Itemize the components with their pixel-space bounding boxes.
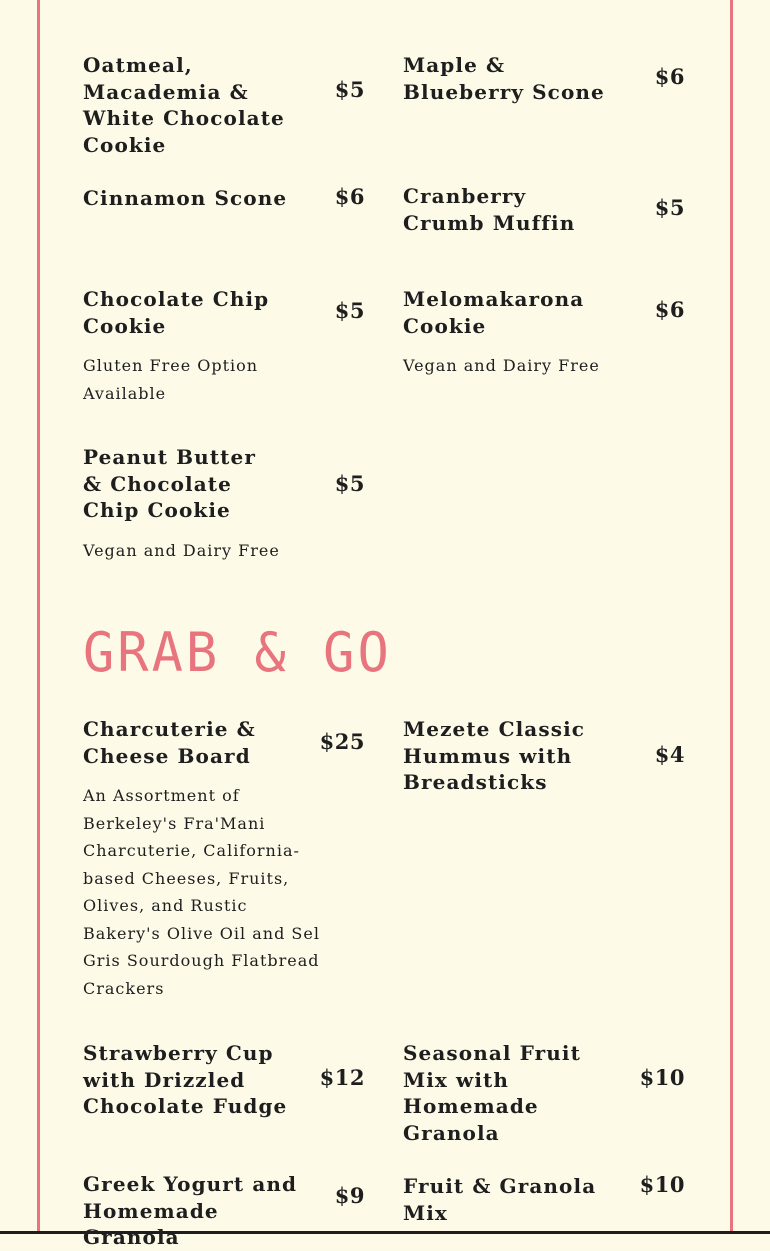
item-price: $12 [319, 1065, 365, 1090]
item-price: $5 [334, 298, 365, 323]
section-heading: GRAB & GO [83, 621, 392, 685]
menu-item [403, 716, 685, 806]
menu-item [83, 52, 365, 157]
item-description: Vegan and Dairy Free [403, 356, 600, 375]
item-name: Oatmeal, Macademia & White Chocolate Cookie [83, 53, 285, 157]
item-price: $6 [654, 64, 685, 89]
item-price: $5 [654, 195, 685, 220]
right-border-line [730, 0, 733, 1232]
menu-item [403, 183, 685, 243]
item-name: Cranberry Crumb Muffin [403, 184, 576, 235]
menu-item [403, 52, 685, 112]
item-price: $9 [334, 1183, 365, 1208]
item-name: Chocolate Chip Cookie [83, 287, 270, 338]
item-name: Fruit & Granola Mix [403, 1174, 597, 1225]
item-name: Greek Yogurt and Homemade Granola [83, 1172, 298, 1249]
item-price: $5 [334, 471, 365, 496]
item-name: Peanut Butter & Chocolate Chip Cookie [83, 445, 256, 522]
item-name: Mezete Classic Hummus with Breadsticks [403, 717, 586, 794]
item-name: Strawberry Cup with Drizzled Chocolate Fudge [83, 1041, 288, 1118]
item-price: $10 [639, 1172, 685, 1197]
item-price: $6 [334, 184, 365, 209]
menu-item [403, 1040, 685, 1145]
menu-item [83, 185, 365, 215]
menu-item [83, 716, 365, 1006]
item-description: An Assortment of Berkeley's Fra'Mani Charcuterie, California-based Cheeses, Fruits, Olives, and Rustic Bakery's Olive Oil and Sel Gris Sourdough Flatbread Crackers [83, 786, 320, 998]
menu-item [83, 1040, 365, 1130]
menu-item [83, 286, 365, 406]
item-price: $10 [639, 1065, 685, 1090]
menu-item [403, 1172, 685, 1225]
item-name: Seasonal Fruit Mix with Homemade Granola [403, 1041, 581, 1145]
item-price: $25 [319, 729, 365, 754]
item-name: Melomakarona Cookie [403, 287, 585, 338]
item-price: $6 [654, 297, 685, 322]
menu-item [83, 444, 365, 569]
left-border-line [37, 0, 40, 1232]
item-description: Vegan and Dairy Free [83, 541, 280, 560]
item-price: $4 [654, 742, 685, 767]
item-name: Maple & Blueberry Scone [403, 53, 605, 104]
menu-item [83, 1171, 365, 1249]
menu-item [403, 286, 685, 386]
item-description: Gluten Free Option Available [83, 356, 259, 403]
item-name: Charcuterie & Cheese Board [83, 717, 256, 768]
item-name: Cinnamon Scone [83, 186, 288, 210]
item-price: $5 [334, 77, 365, 102]
